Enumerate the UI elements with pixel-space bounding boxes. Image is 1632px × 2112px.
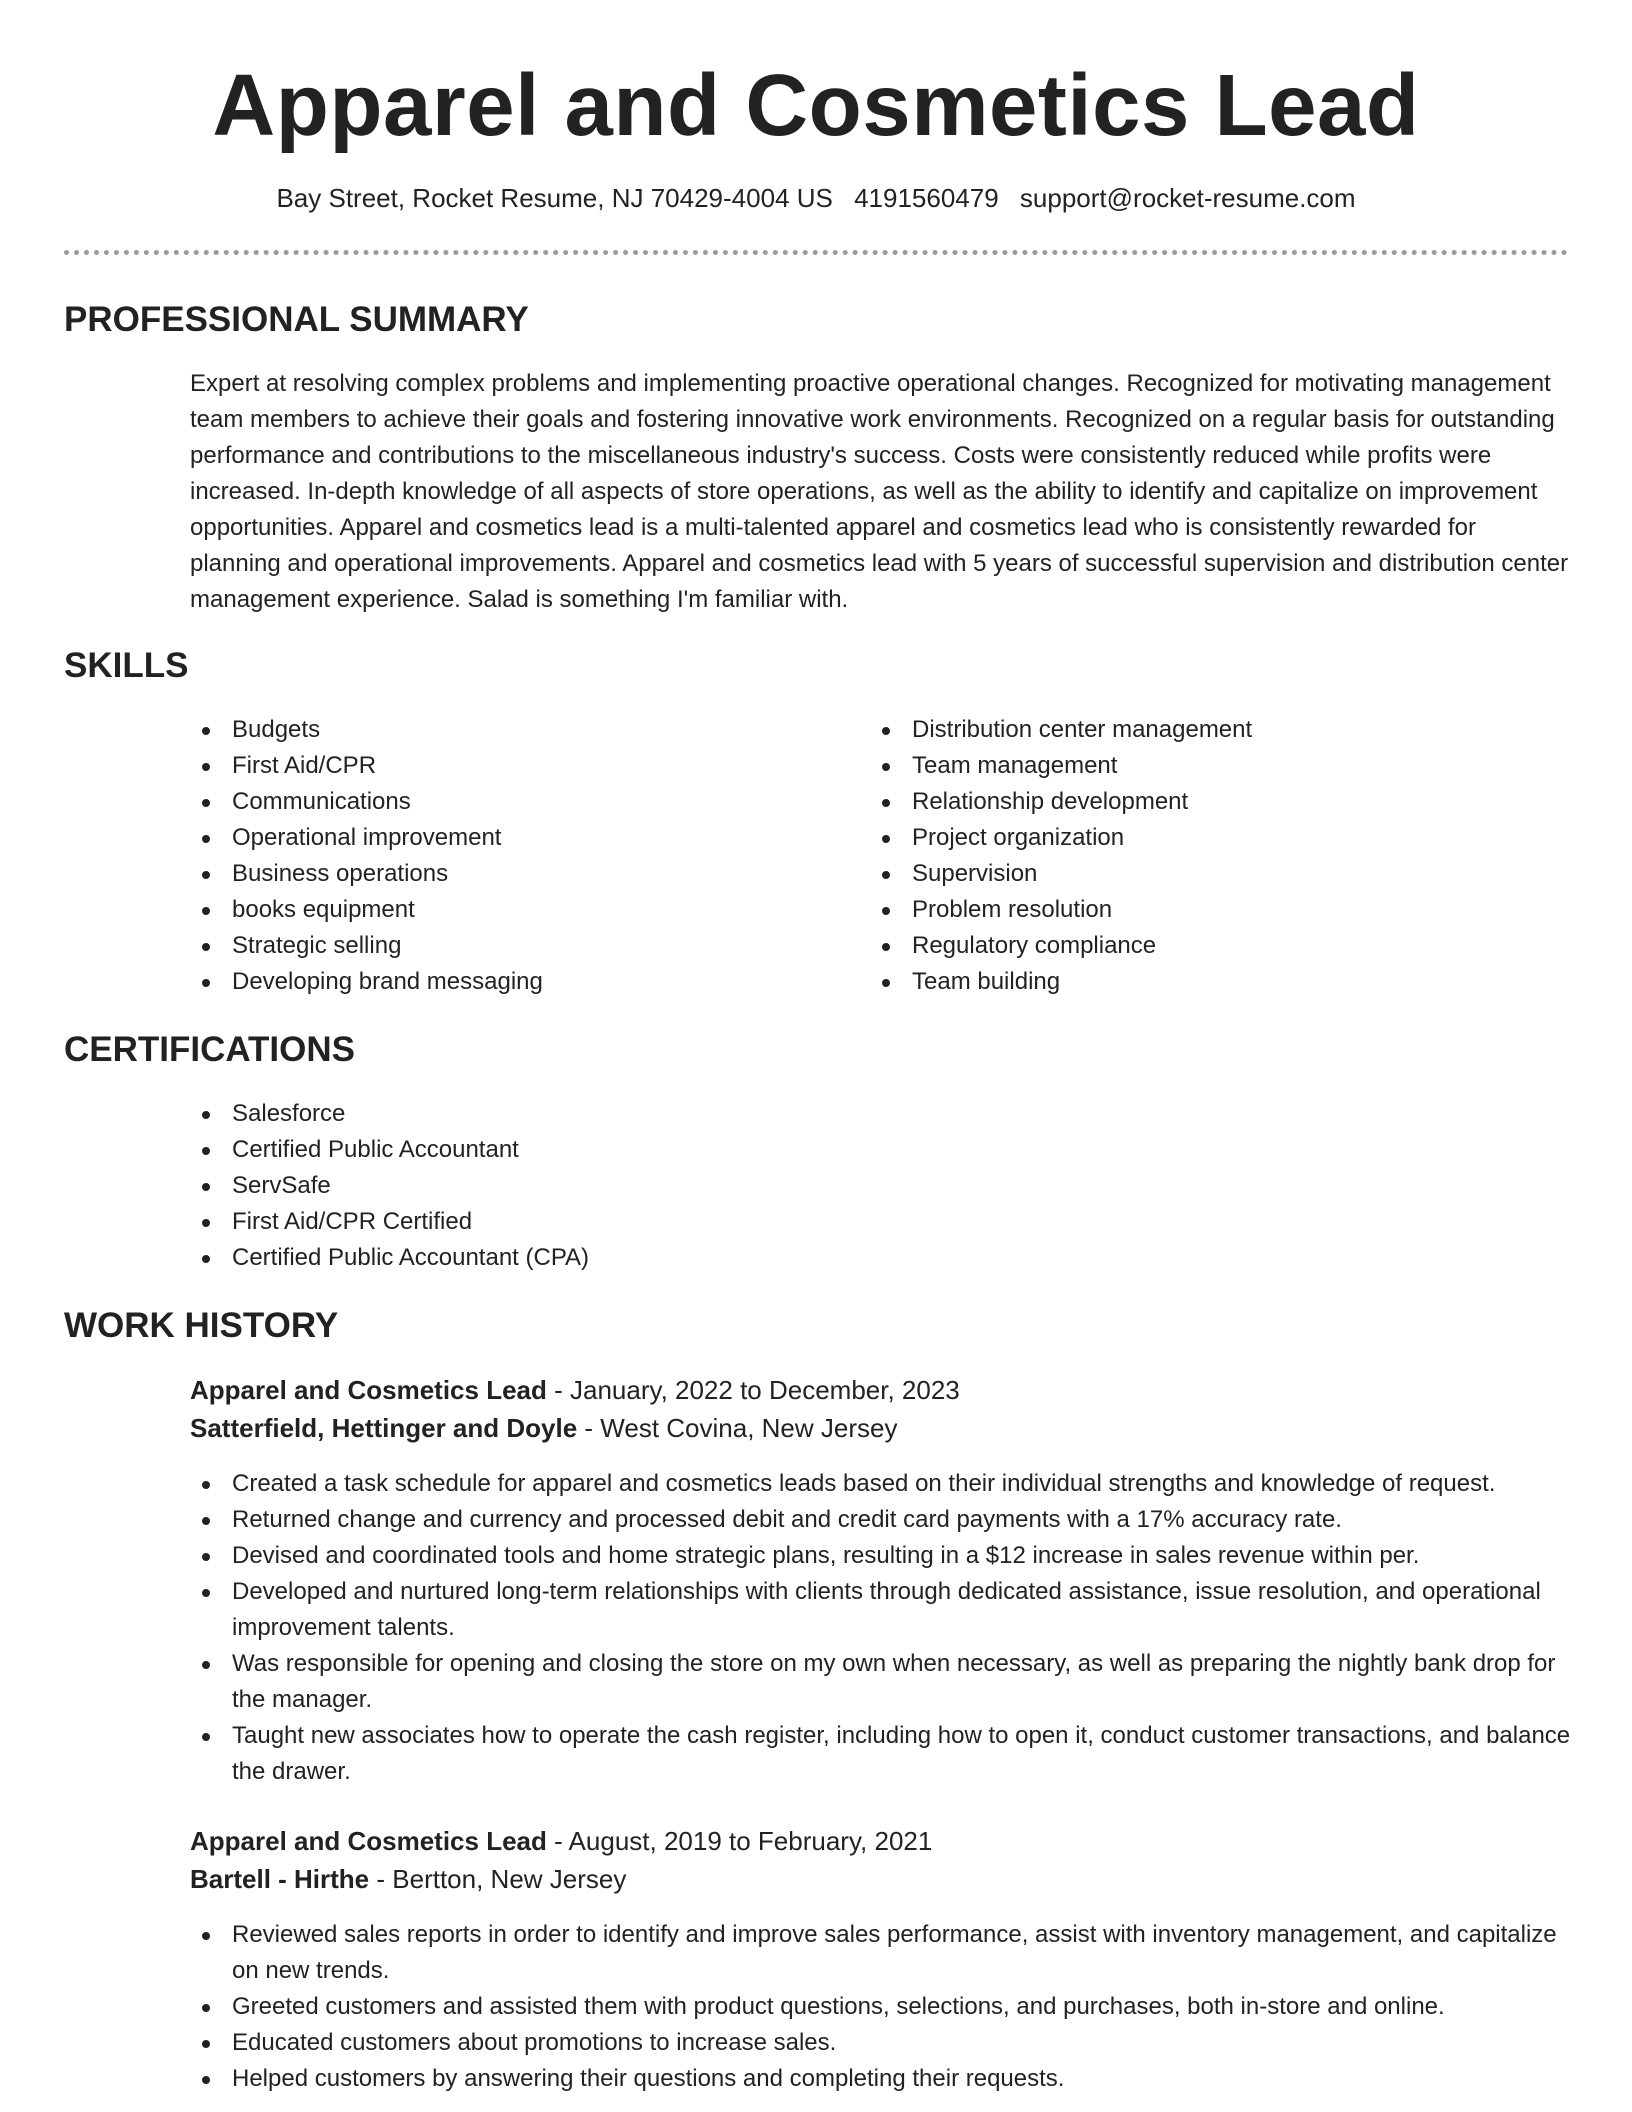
list-item: Team building [868,964,1568,1000]
list-item: Project organization [868,820,1568,856]
list-item: Distribution center management [868,712,1568,748]
list-item: Salesforce [188,1096,1568,1132]
section-title-work-history: WORK HISTORY [64,1306,339,1345]
section-title-summary: PROFESSIONAL SUMMARY [64,300,529,339]
job-company: Satterfield, Hettinger and Doyle [190,1413,578,1443]
job-company: Bartell - Hirthe [190,1864,370,1894]
list-item: Regulatory compliance [868,928,1568,964]
job-title: Apparel and Cosmetics Lead [190,1375,547,1405]
list-item: Communications [188,784,828,820]
skills-list-left [188,712,828,1000]
list-item: Operational improvement [188,820,828,856]
list-item: Created a task schedule for apparel and cosmetics leads based on their individual strengths and knowledge of request. [188,1466,1578,1502]
job-location: - Bertton, New Jersey [369,1864,627,1894]
contact-phone: 4191560479 [854,183,999,213]
list-item: Greeted customers and assisted them with product questions, selections, and purchases, both in-store and online. [188,1989,1578,2025]
list-item: Devised and coordinated tools and home strategic plans, resulting in a $12 increase in sales revenue within per. [188,1538,1578,1574]
job-dates: - August, 2019 to February, 2021 [546,1826,933,1856]
job-bullets [188,1917,1578,2097]
job-title-line [190,1823,932,1859]
list-item: Developed and nurtured long-term relationships with clients through dedicated assistance, issue resolution, and operational improvement talents. [188,1574,1578,1646]
section-title-certifications: CERTIFICATIONS [64,1030,356,1069]
header-divider [64,250,1568,255]
job-company-line [190,1410,897,1446]
list-item: Returned change and currency and processed debit and credit card payments with a 17% accuracy rate. [188,1502,1578,1538]
job-bullets [188,1466,1578,1790]
list-item: First Aid/CPR [188,748,828,784]
list-item: Business operations [188,856,828,892]
list-item: First Aid/CPR Certified [188,1204,1568,1240]
list-item: Team management [868,748,1568,784]
skills-list-right [868,712,1568,1000]
list-item: Supervision [868,856,1568,892]
list-item: Was responsible for opening and closing the store on my own when necessary, as well as preparing the nightly bank drop for the manager. [188,1646,1578,1718]
list-item: Reviewed sales reports in order to identify and improve sales performance, assist with inventory management, and capitalize on new trends. [188,1917,1578,1989]
list-item: ServSafe [188,1168,1568,1204]
list-item: Problem resolution [868,892,1568,928]
list-item: Taught new associates how to operate the cash register, including how to open it, conduct customer transactions, and balance the drawer. [188,1718,1578,1790]
job-title-line [190,1372,960,1408]
list-item: Developing brand messaging [188,964,828,1000]
list-item: Educated customers about promotions to increase sales. [188,2025,1578,2061]
list-item: Strategic selling [188,928,828,964]
resume-name: Apparel and Cosmetics Lead [212,57,1420,154]
contact-email: support@rocket-resume.com [1019,183,1356,213]
list-item: Helped customers by answering their questions and completing their requests. [188,2061,1578,2097]
contact-address: Bay Street, Rocket Resume, NJ 70429-4004 US [276,183,833,213]
contact-info [0,181,1632,215]
list-item: Certified Public Accountant [188,1132,1568,1168]
job-location: - West Covina, New Jersey [577,1413,898,1443]
list-item: books equipment [188,892,828,928]
list-item: Budgets [188,712,828,748]
job-company-line [190,1861,626,1897]
certifications-list [188,1096,1568,1276]
list-item: Certified Public Accountant (CPA) [188,1240,1568,1276]
job-title: Apparel and Cosmetics Lead [190,1826,547,1856]
job-dates: - January, 2022 to December, 2023 [546,1375,960,1405]
section-title-skills: SKILLS [64,646,189,685]
summary-text: Expert at resolving complex problems and implementing proactive operational changes. Recognized for motivating management team members to achieve their goals and fostering innovative work environments. Recognized on a regular basis for outstanding performance and contributions to the miscellaneous industry's success. Costs were consistently reduced while profits were increased. In-depth knowledge of all aspects of store operations, as well as the ability to identify and capitalize on improvement opportunities. Apparel and cosmetics lead is a multi-talented apparel and cosmetics lead who is consistently rewarded for planning and operational improvements. Apparel and cosmetics lead with 5 years of successful supervision and distribution center management experience. Salad is something I'm familiar with. [190,370,1569,613]
list-item: Relationship development [868,784,1568,820]
